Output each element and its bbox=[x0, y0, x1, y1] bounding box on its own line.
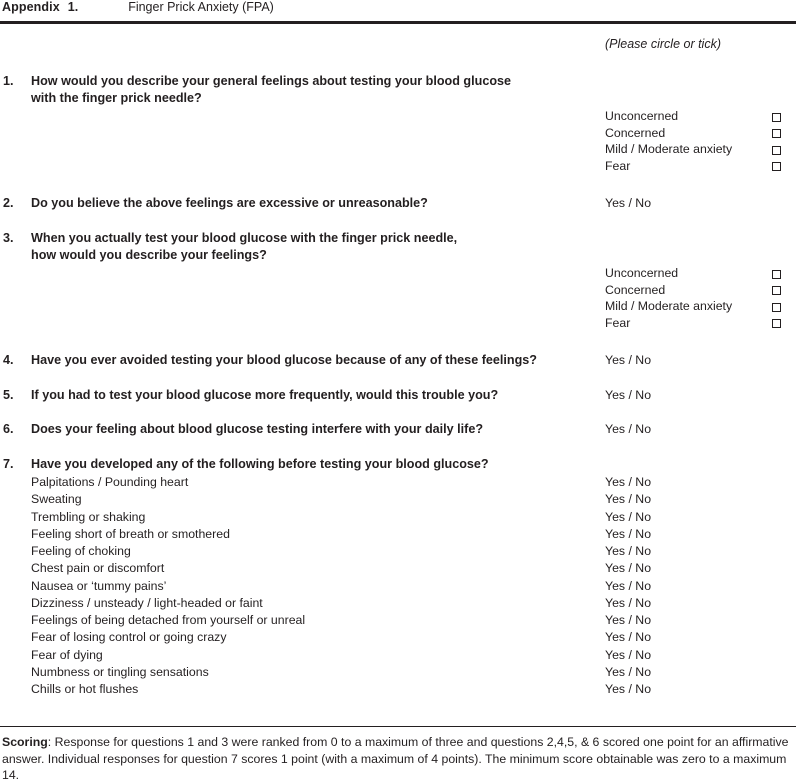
list-item[interactable] bbox=[0, 526, 796, 543]
list-item[interactable] bbox=[0, 612, 796, 629]
symptom-answer-yesno[interactable]: Yes / No bbox=[605, 664, 652, 679]
symptom-label: Chills or hot flushes bbox=[31, 682, 139, 696]
footer-divider-rule bbox=[0, 726, 796, 727]
list-item[interactable] bbox=[0, 681, 796, 698]
scoring-text: : Response for questions 1 and 3 were ranked from 0 to a maximum of three and questions 2,4,5, & 6 scored one point for an affirmative answer. Individual responses for question 7 scores 1 point (with a maximum of 4 points). The minimum score obtainable was zero to a maximum 14. bbox=[2, 735, 789, 783]
checkbox-empty-square-icon[interactable] bbox=[772, 146, 781, 155]
option-label: Unconcerned bbox=[605, 266, 679, 280]
question-3-text bbox=[31, 230, 591, 263]
symptom-answer-yesno[interactable]: Yes / No bbox=[605, 578, 652, 593]
question-5-answer-yesno[interactable]: Yes / No bbox=[605, 388, 652, 402]
question-7-text: Have you developed any of the following before testing your blood glucose? bbox=[31, 457, 489, 471]
option-label: Concerned bbox=[605, 282, 666, 297]
instruction-note: (Please circle or tick) bbox=[605, 37, 721, 51]
option-row[interactable] bbox=[605, 125, 790, 142]
question-5-text: If you had to test your blood glucose more frequently, would this trouble you? bbox=[31, 388, 499, 402]
question-3-line-1: When you actually test your blood glucose with the finger prick needle, bbox=[31, 231, 458, 245]
question-3-number: 3. bbox=[3, 231, 14, 245]
question-6 bbox=[0, 421, 796, 438]
symptom-answer-yesno[interactable]: Yes / No bbox=[605, 595, 652, 610]
question-7-symptom-list bbox=[0, 474, 796, 698]
symptom-label: Palpitations / Pounding heart bbox=[31, 475, 189, 489]
symptom-label: Feelings of being detached from yourself or unreal bbox=[31, 613, 306, 627]
appendix-header bbox=[0, 0, 796, 20]
list-item[interactable] bbox=[0, 474, 796, 491]
option-row[interactable] bbox=[605, 108, 790, 125]
question-3-answer-scale bbox=[605, 265, 790, 331]
checkbox-empty-square-icon[interactable] bbox=[772, 286, 781, 295]
question-2-number: 2. bbox=[3, 196, 14, 210]
question-2 bbox=[0, 195, 796, 212]
checkbox-empty-square-icon[interactable] bbox=[772, 270, 781, 279]
symptom-label: Fear of dying bbox=[31, 647, 103, 662]
option-label: Mild / Moderate anxiety bbox=[605, 299, 733, 314]
question-3 bbox=[0, 230, 796, 264]
question-3-line-2: how would you describe your feelings? bbox=[31, 247, 267, 262]
list-item[interactable] bbox=[0, 578, 796, 595]
option-label: Unconcerned bbox=[605, 109, 679, 123]
question-6-number: 6. bbox=[3, 422, 14, 436]
question-7-number: 7. bbox=[3, 457, 14, 471]
option-row[interactable] bbox=[605, 158, 790, 175]
checkbox-empty-square-icon[interactable] bbox=[772, 303, 781, 312]
list-item[interactable] bbox=[0, 543, 796, 560]
checkbox-empty-square-icon[interactable] bbox=[772, 129, 781, 138]
symptom-answer-yesno[interactable]: Yes / No bbox=[605, 561, 652, 576]
list-item[interactable] bbox=[0, 595, 796, 612]
checkbox-empty-square-icon[interactable] bbox=[772, 319, 781, 328]
question-1-line-2: with the finger prick needle? bbox=[31, 90, 202, 105]
question-1-answer-scale bbox=[605, 108, 790, 174]
symptom-label: Trembling or shaking bbox=[31, 509, 146, 524]
question-4-answer-yesno[interactable]: Yes / No bbox=[605, 353, 652, 367]
question-4-text: Have you ever avoided testing your blood glucose because of any of these feelings? bbox=[31, 353, 537, 367]
list-item[interactable] bbox=[0, 647, 796, 664]
symptom-answer-yesno[interactable]: Yes / No bbox=[605, 647, 652, 662]
question-5-number: 5. bbox=[3, 388, 14, 402]
symptom-label: Fear of losing control or going crazy bbox=[31, 630, 227, 645]
question-5 bbox=[0, 387, 796, 404]
question-1-number: 1. bbox=[3, 74, 14, 88]
list-item[interactable] bbox=[0, 491, 796, 508]
option-label: Concerned bbox=[605, 125, 666, 140]
option-row[interactable] bbox=[605, 282, 790, 299]
symptom-answer-yesno[interactable]: Yes / No bbox=[605, 544, 652, 558]
list-item[interactable] bbox=[0, 560, 796, 577]
symptom-answer-yesno[interactable]: Yes / No bbox=[605, 630, 652, 645]
header-divider-rule bbox=[0, 21, 796, 24]
symptom-label: Chest pain or discomfort bbox=[31, 561, 165, 576]
question-6-answer-yesno[interactable]: Yes / No bbox=[605, 422, 652, 436]
checkbox-empty-square-icon[interactable] bbox=[772, 162, 781, 171]
symptom-answer-yesno[interactable]: Yes / No bbox=[605, 475, 652, 489]
question-1-line-1: How would you describe your general feelings about testing your blood glucose bbox=[31, 74, 512, 88]
appendix-title: Finger Prick Anxiety (FPA) bbox=[128, 0, 274, 14]
symptom-label: Nausea or ‘tummy pains’ bbox=[31, 578, 167, 593]
checkbox-empty-square-icon[interactable] bbox=[772, 113, 781, 122]
option-row[interactable] bbox=[605, 141, 790, 158]
question-6-text: Does your feeling about blood glucose testing interfere with your daily life? bbox=[31, 422, 484, 436]
symptom-answer-yesno[interactable]: Yes / No bbox=[605, 509, 652, 524]
scoring-label: Scoring bbox=[2, 735, 48, 749]
appendix-label: Appendix bbox=[2, 0, 60, 14]
symptom-answer-yesno[interactable]: Yes / No bbox=[605, 682, 652, 696]
question-7 bbox=[0, 456, 796, 473]
question-1-text bbox=[31, 73, 591, 106]
option-row[interactable] bbox=[605, 298, 790, 315]
symptom-label: Sweating bbox=[31, 492, 82, 507]
question-2-text: Do you believe the above feelings are excessive or unreasonable? bbox=[31, 196, 428, 210]
option-label: Fear bbox=[605, 315, 631, 330]
symptom-label: Feeling short of breath or smothered bbox=[31, 526, 230, 541]
option-row[interactable] bbox=[605, 265, 790, 282]
symptom-answer-yesno[interactable]: Yes / No bbox=[605, 492, 652, 507]
question-4-number: 4. bbox=[3, 353, 14, 367]
symptom-label: Numbness or tingling sensations bbox=[31, 664, 209, 679]
option-row[interactable] bbox=[605, 315, 790, 332]
list-item[interactable] bbox=[0, 664, 796, 681]
scoring-note bbox=[2, 734, 792, 783]
symptom-label: Dizziness / unsteady / light-headed or faint bbox=[31, 595, 263, 610]
option-label: Fear bbox=[605, 158, 631, 173]
symptom-answer-yesno[interactable]: Yes / No bbox=[605, 526, 652, 541]
question-4 bbox=[0, 352, 796, 369]
appendix-number: 1. bbox=[67, 0, 79, 14]
symptom-label: Feeling of choking bbox=[31, 544, 131, 558]
question-2-answer-yesno[interactable]: Yes / No bbox=[605, 196, 652, 210]
list-item[interactable] bbox=[0, 509, 796, 526]
option-label: Mild / Moderate anxiety bbox=[605, 142, 733, 157]
question-1 bbox=[0, 73, 796, 107]
list-item[interactable] bbox=[0, 629, 796, 646]
symptom-answer-yesno[interactable]: Yes / No bbox=[605, 613, 652, 627]
